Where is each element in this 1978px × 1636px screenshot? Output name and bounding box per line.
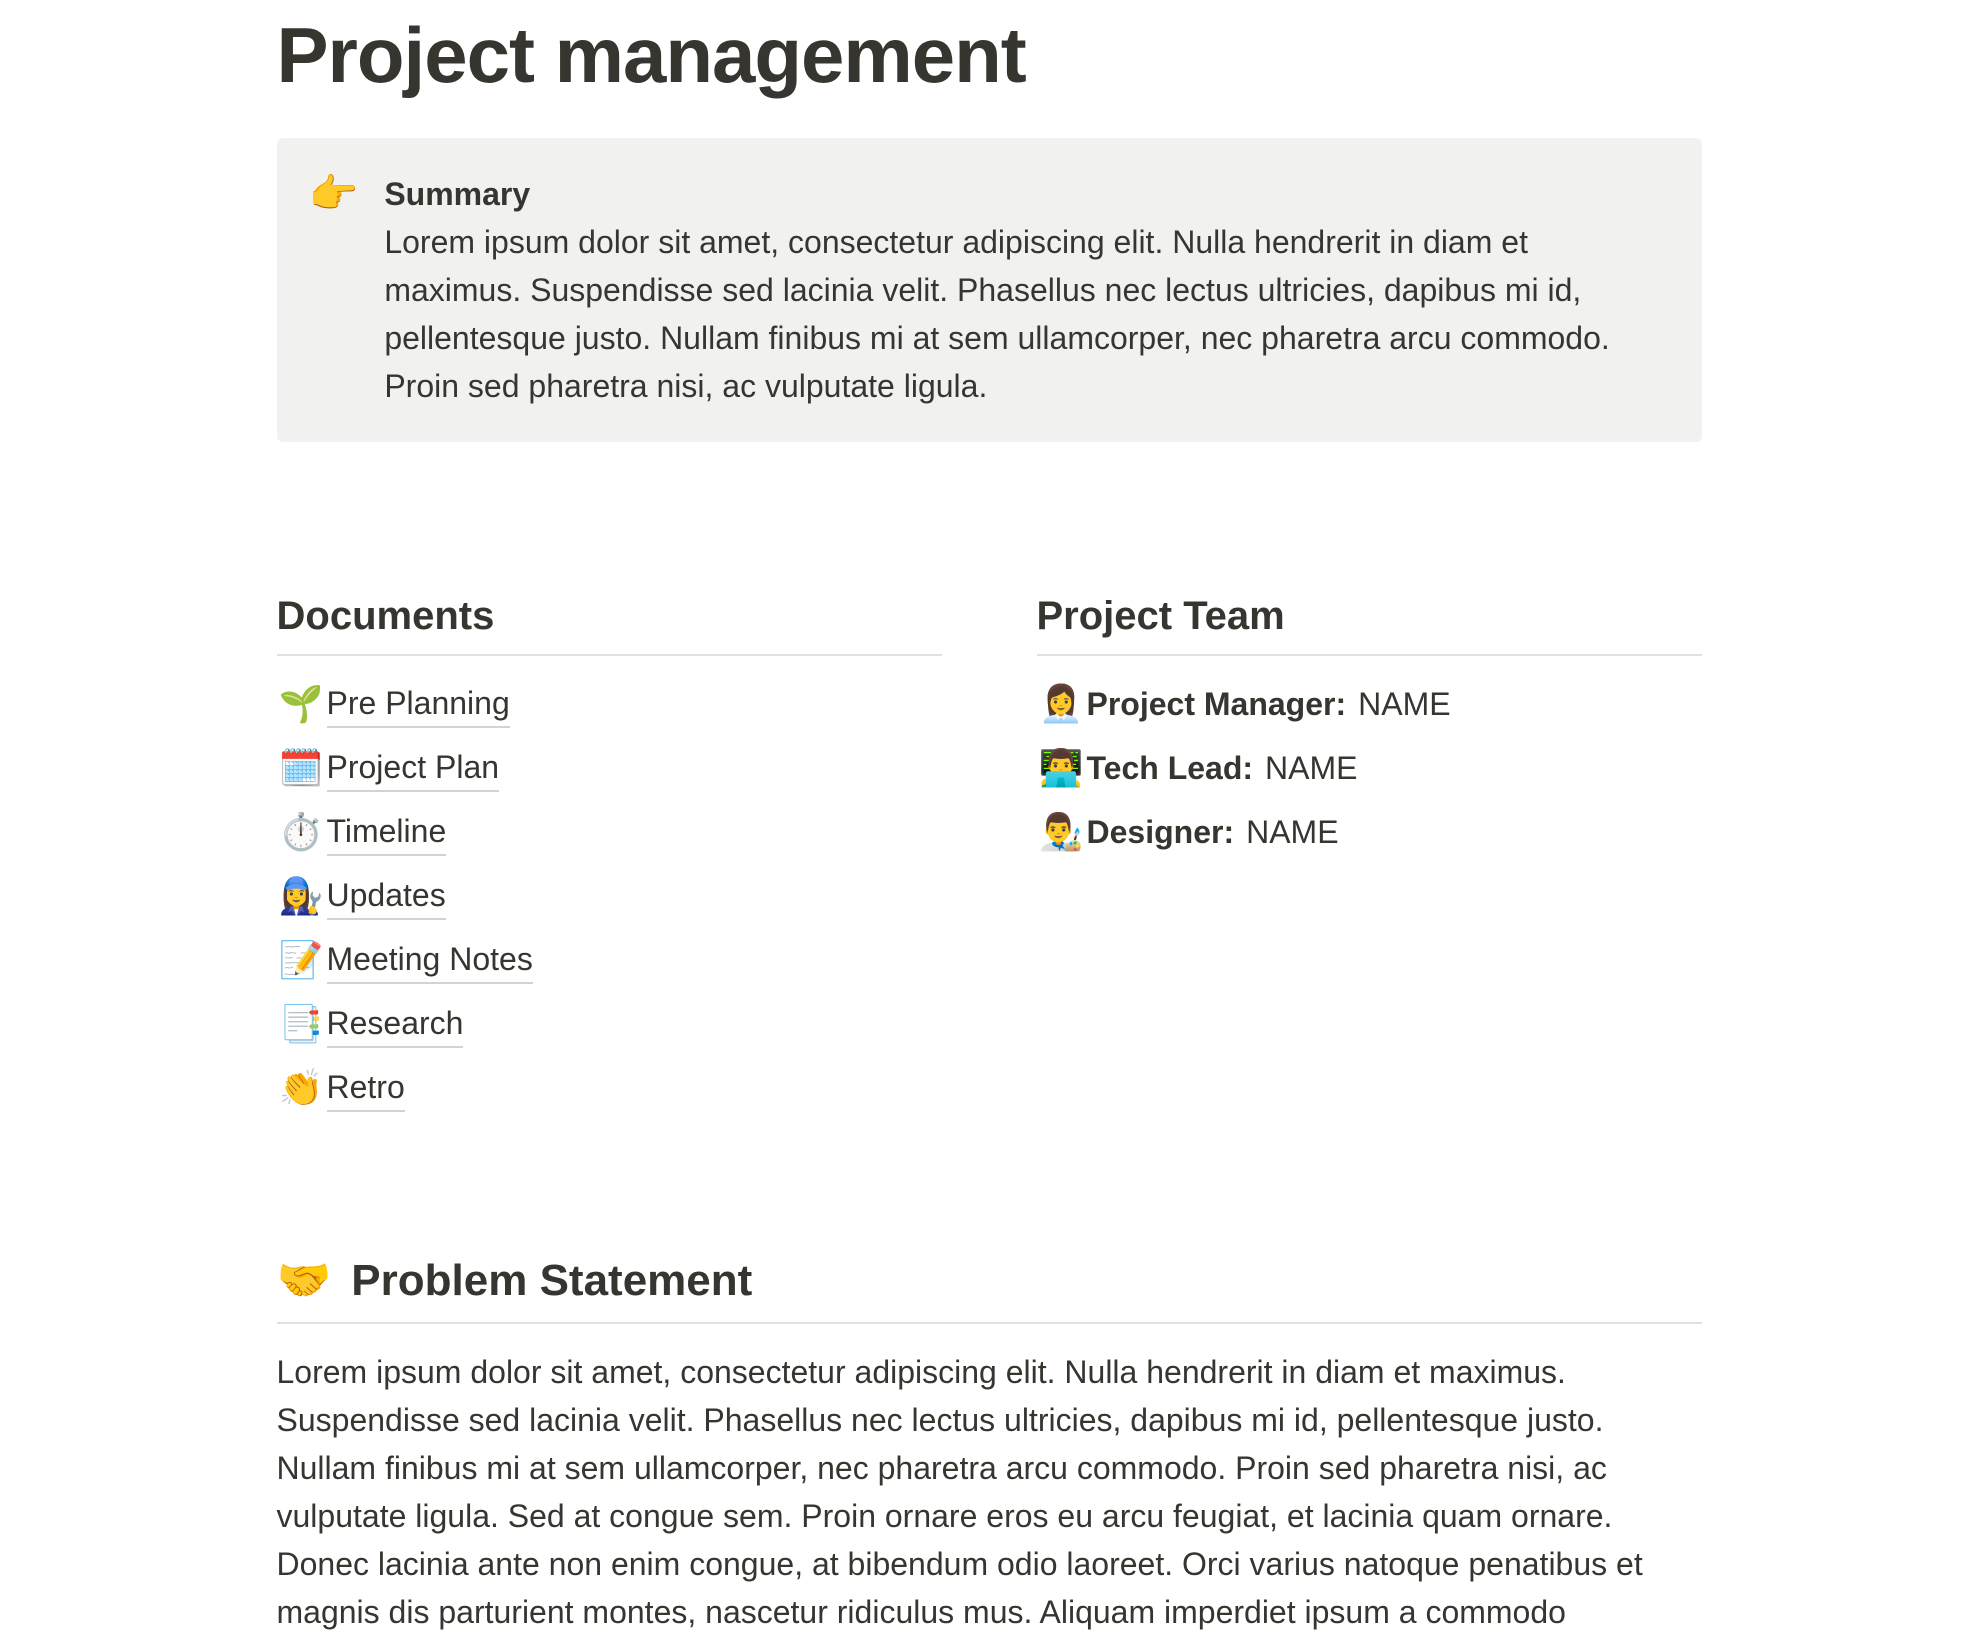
- problem-statement-heading: [277, 1252, 1702, 1310]
- documents-divider: [277, 654, 942, 656]
- memo-icon: 📝: [278, 939, 324, 980]
- bookmark-tabs-icon: 📑: [278, 1003, 324, 1044]
- project-team-column: [1037, 590, 1702, 1120]
- document-link-label: Project Plan: [327, 745, 500, 792]
- documents-heading: Documents: [276, 594, 495, 638]
- page-title: Project management: [276, 11, 1026, 99]
- man-artist-icon: 👨‍🎨: [1038, 811, 1084, 852]
- project-team-divider: [1037, 654, 1702, 656]
- document-link-meeting-notes[interactable]: [277, 928, 942, 992]
- stopwatch-icon: ⏱️: [278, 811, 324, 852]
- page: [277, 0, 1702, 1636]
- team-member-role: Project Manager:: [1086, 686, 1347, 722]
- team-member-tech-lead: [1037, 736, 1702, 800]
- team-member-project-manager: [1037, 672, 1702, 736]
- summary-callout: [277, 138, 1702, 442]
- team-member-role: Designer:: [1086, 814, 1235, 850]
- document-link-label: Timeline: [327, 809, 447, 856]
- document-link-timeline[interactable]: [277, 800, 942, 864]
- document-link-label: Pre Planning: [327, 681, 510, 728]
- team-member-designer: [1037, 800, 1702, 864]
- spiral-calendar-icon: 🗓️: [278, 747, 324, 788]
- pointing-right-icon: 👉: [308, 172, 359, 216]
- document-link-retro[interactable]: [277, 1056, 942, 1120]
- project-team-list: [1037, 672, 1702, 864]
- woman-mechanic-icon: 👩‍🔧: [278, 875, 324, 916]
- problem-statement-heading-text: Problem Statement: [351, 1256, 753, 1305]
- document-link-updates[interactable]: [277, 864, 942, 928]
- two-column-layout: [277, 590, 1702, 1120]
- handshake-icon: 🤝: [276, 1256, 332, 1305]
- document-link-pre-planning[interactable]: [277, 672, 942, 736]
- summary-callout-body: Lorem ipsum dolor sit amet, consectetur adipiscing elit. Nulla hendrerit in diam et maximus. Suspendisse sed lacinia velit. Phasellus nec lectus ultricies, dapibus mi id, pellentesque justo. Nullam finibus mi at sem ullamcorper, nec pharetra arcu commodo. Proin sed pharetra nisi, ac vulputate ligula.: [384, 224, 1610, 404]
- document-link-label: Research: [327, 1001, 464, 1048]
- woman-office-worker-icon: 👩‍💼: [1038, 683, 1084, 724]
- man-technologist-icon: 👨‍💻: [1038, 747, 1084, 788]
- document-link-label: Meeting Notes: [327, 937, 533, 984]
- documents-column: [277, 590, 942, 1120]
- team-member-name: NAME: [1246, 814, 1339, 850]
- documents-list: [277, 672, 942, 1120]
- problem-statement-section: [277, 1252, 1702, 1636]
- team-member-role: Tech Lead:: [1086, 750, 1254, 786]
- document-link-label: Retro: [327, 1065, 405, 1112]
- clapping-hands-icon: 👏: [278, 1067, 324, 1108]
- document-link-label: Updates: [327, 873, 446, 920]
- summary-callout-text: [384, 170, 1665, 410]
- project-team-heading: Project Team: [1036, 594, 1285, 638]
- problem-statement-body: Lorem ipsum dolor sit amet, consectetur adipiscing elit. Nulla hendrerit in diam et maximus. Suspendisse sed lacinia velit. Phasellus nec lectus ultricies, dapibus mi id, pellentesque justo. Nullam finibus mi at sem ullamcorper, nec pharetra arcu commodo. Proin sed pharetra nisi, ac vulputate ligula. Sed at congue sem. Proin ornare eros eu arcu feugiat, et lacinia quam ornare. Donec lacinia ante non enim congue, at bibendum odio laoreet. Orci varius natoque penatibus et magnis dis parturient montes, nascetur ridiculus mus. Aliquam imperdiet ipsum a commodo: [276, 1354, 1643, 1630]
- document-link-research[interactable]: [277, 992, 942, 1056]
- problem-statement-divider: [277, 1322, 1702, 1324]
- summary-callout-title: Summary: [384, 176, 531, 212]
- team-member-name: NAME: [1358, 686, 1451, 722]
- team-member-name: NAME: [1265, 750, 1358, 786]
- seedling-icon: 🌱: [278, 683, 324, 724]
- document-link-project-plan[interactable]: [277, 736, 942, 800]
